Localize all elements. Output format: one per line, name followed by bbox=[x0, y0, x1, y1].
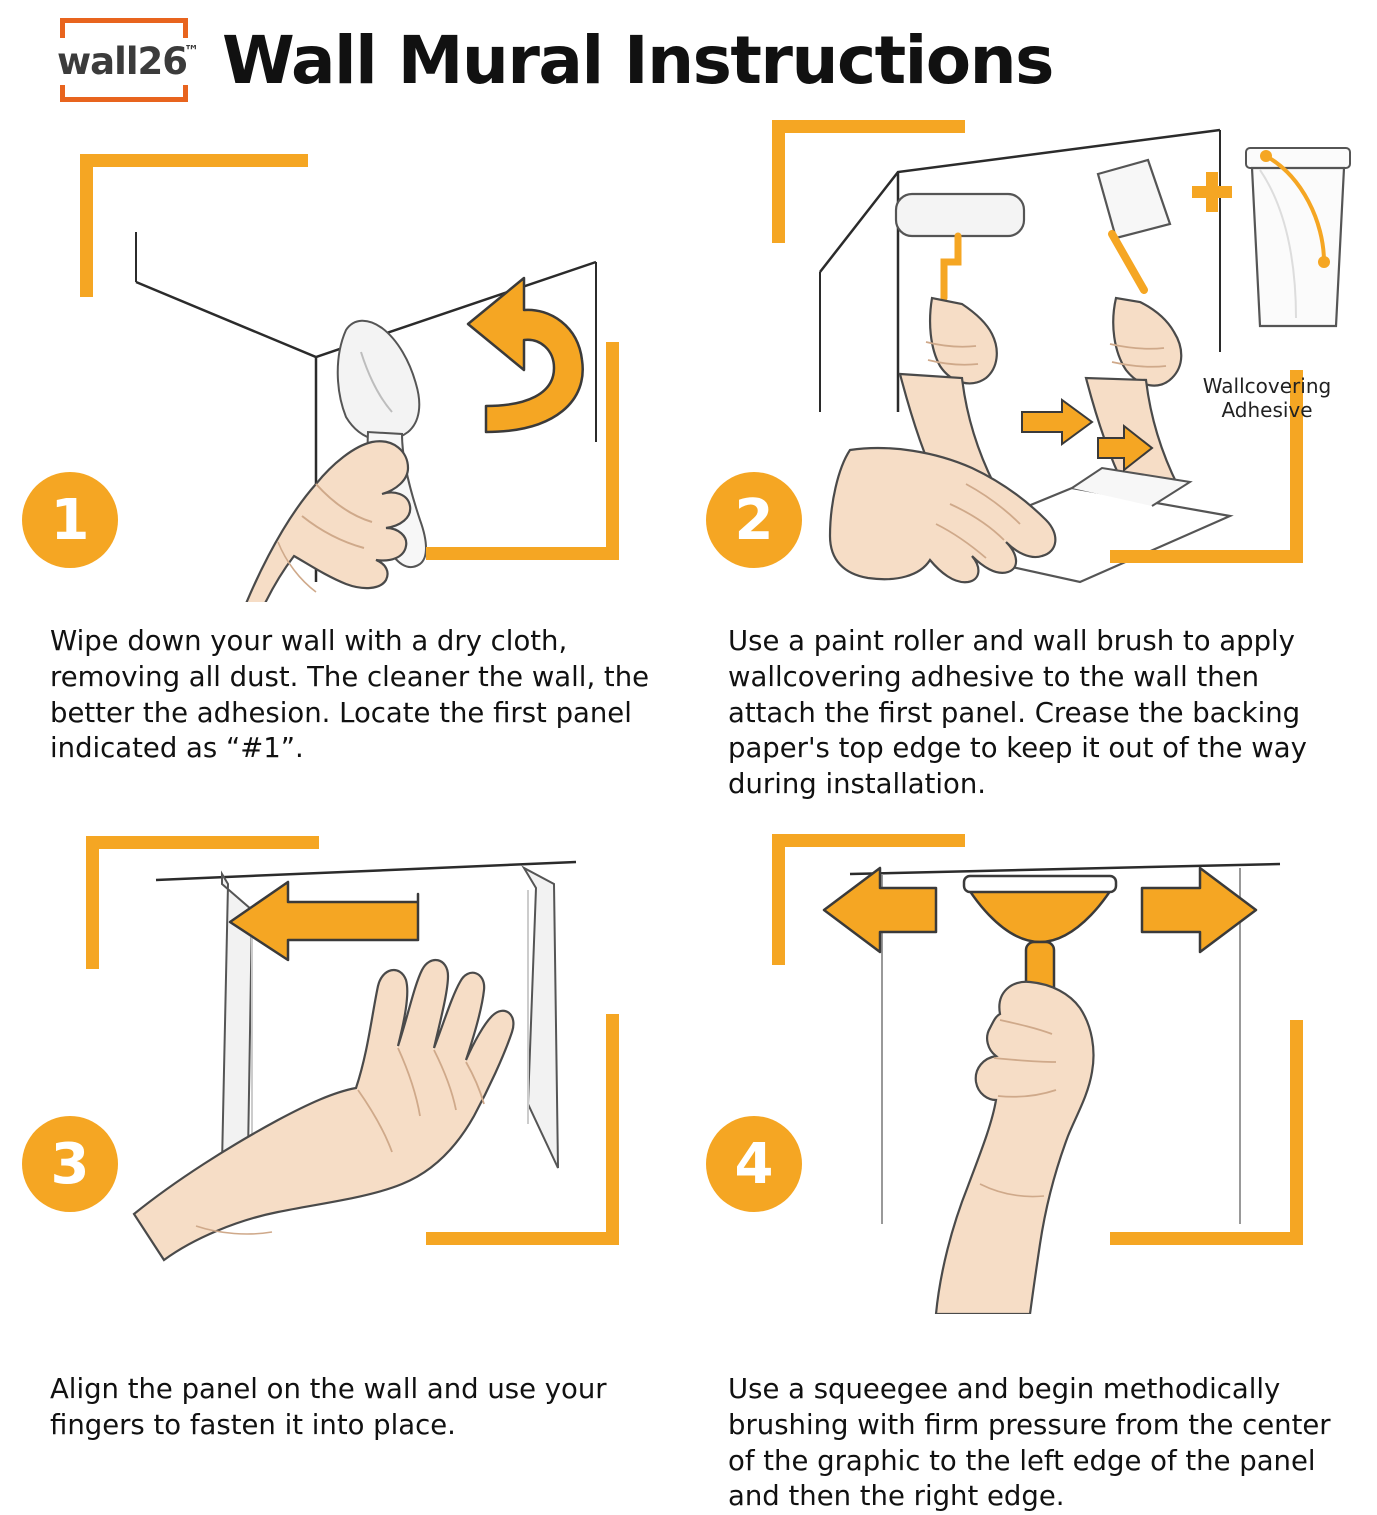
corner-bracket-top-left bbox=[80, 154, 308, 297]
hand-shape-4 bbox=[936, 982, 1094, 1314]
corner-bracket-top-left bbox=[772, 120, 965, 243]
adhesive-label-line2: Adhesive bbox=[1221, 398, 1313, 422]
instructions-grid bbox=[0, 112, 1377, 1513]
step-number-badge-2: 2 bbox=[706, 472, 802, 568]
step-2-caption: Use a paint roller and wall brush to apply wallcovering adhesive to the wall then attach the first panel. Crease the backing paper's top edge to keep it out of the way during installation. bbox=[728, 625, 1307, 800]
step-3-illustration bbox=[16, 824, 676, 1314]
step-number-badge-1: 1 bbox=[22, 472, 118, 568]
adhesive-label bbox=[1182, 374, 1352, 422]
corner-bracket-bottom-right bbox=[426, 342, 619, 560]
step-1-illustration bbox=[16, 112, 676, 602]
step-4-illustration bbox=[700, 824, 1360, 1314]
adhesive-label-line1: Wallcovering bbox=[1202, 374, 1332, 398]
plus-sign-icon bbox=[1192, 172, 1232, 212]
corner-bracket-top-left bbox=[86, 836, 319, 969]
step-4-caption: Use a squeegee and begin methodically brushing with firm pressure from the center of the graphic to the left edge of the panel and then the right edge. bbox=[728, 1373, 1331, 1513]
step-number-badge-3: 3 bbox=[22, 1116, 118, 1212]
step-number-badge-4: 4 bbox=[706, 1116, 802, 1212]
logo-wordmark: wall26 bbox=[46, 38, 198, 85]
hand-shape bbox=[226, 441, 410, 602]
adhesive-bucket-icon bbox=[1246, 148, 1350, 326]
arrow-right-icon-4 bbox=[1142, 868, 1256, 952]
step-3-caption: Align the panel on the wall and use your fingers to fasten it into place. bbox=[50, 1373, 607, 1441]
wall26-logo bbox=[46, 12, 198, 108]
corner-bracket-bottom-right bbox=[426, 1014, 619, 1245]
page-header bbox=[0, 0, 1377, 112]
step-3 bbox=[16, 824, 676, 1444]
step-1 bbox=[16, 112, 676, 767]
step-1-caption: Wipe down your wall with a dry cloth, removing all dust. The cleaner the wall, the better the adhesion. Locate the first panel indicated as “#1”. bbox=[50, 625, 650, 765]
step-2 bbox=[700, 112, 1360, 803]
corner-bracket-top-left bbox=[772, 834, 965, 965]
page-title: Wall Mural Instructions bbox=[222, 21, 1053, 99]
step-2-illustration bbox=[700, 112, 1360, 602]
corner-bracket-bottom-right bbox=[1110, 1020, 1303, 1245]
arrow-right-icon-1 bbox=[1022, 400, 1092, 444]
step-4 bbox=[700, 824, 1360, 1515]
logo-trademark-symbol: ™ bbox=[184, 42, 199, 60]
